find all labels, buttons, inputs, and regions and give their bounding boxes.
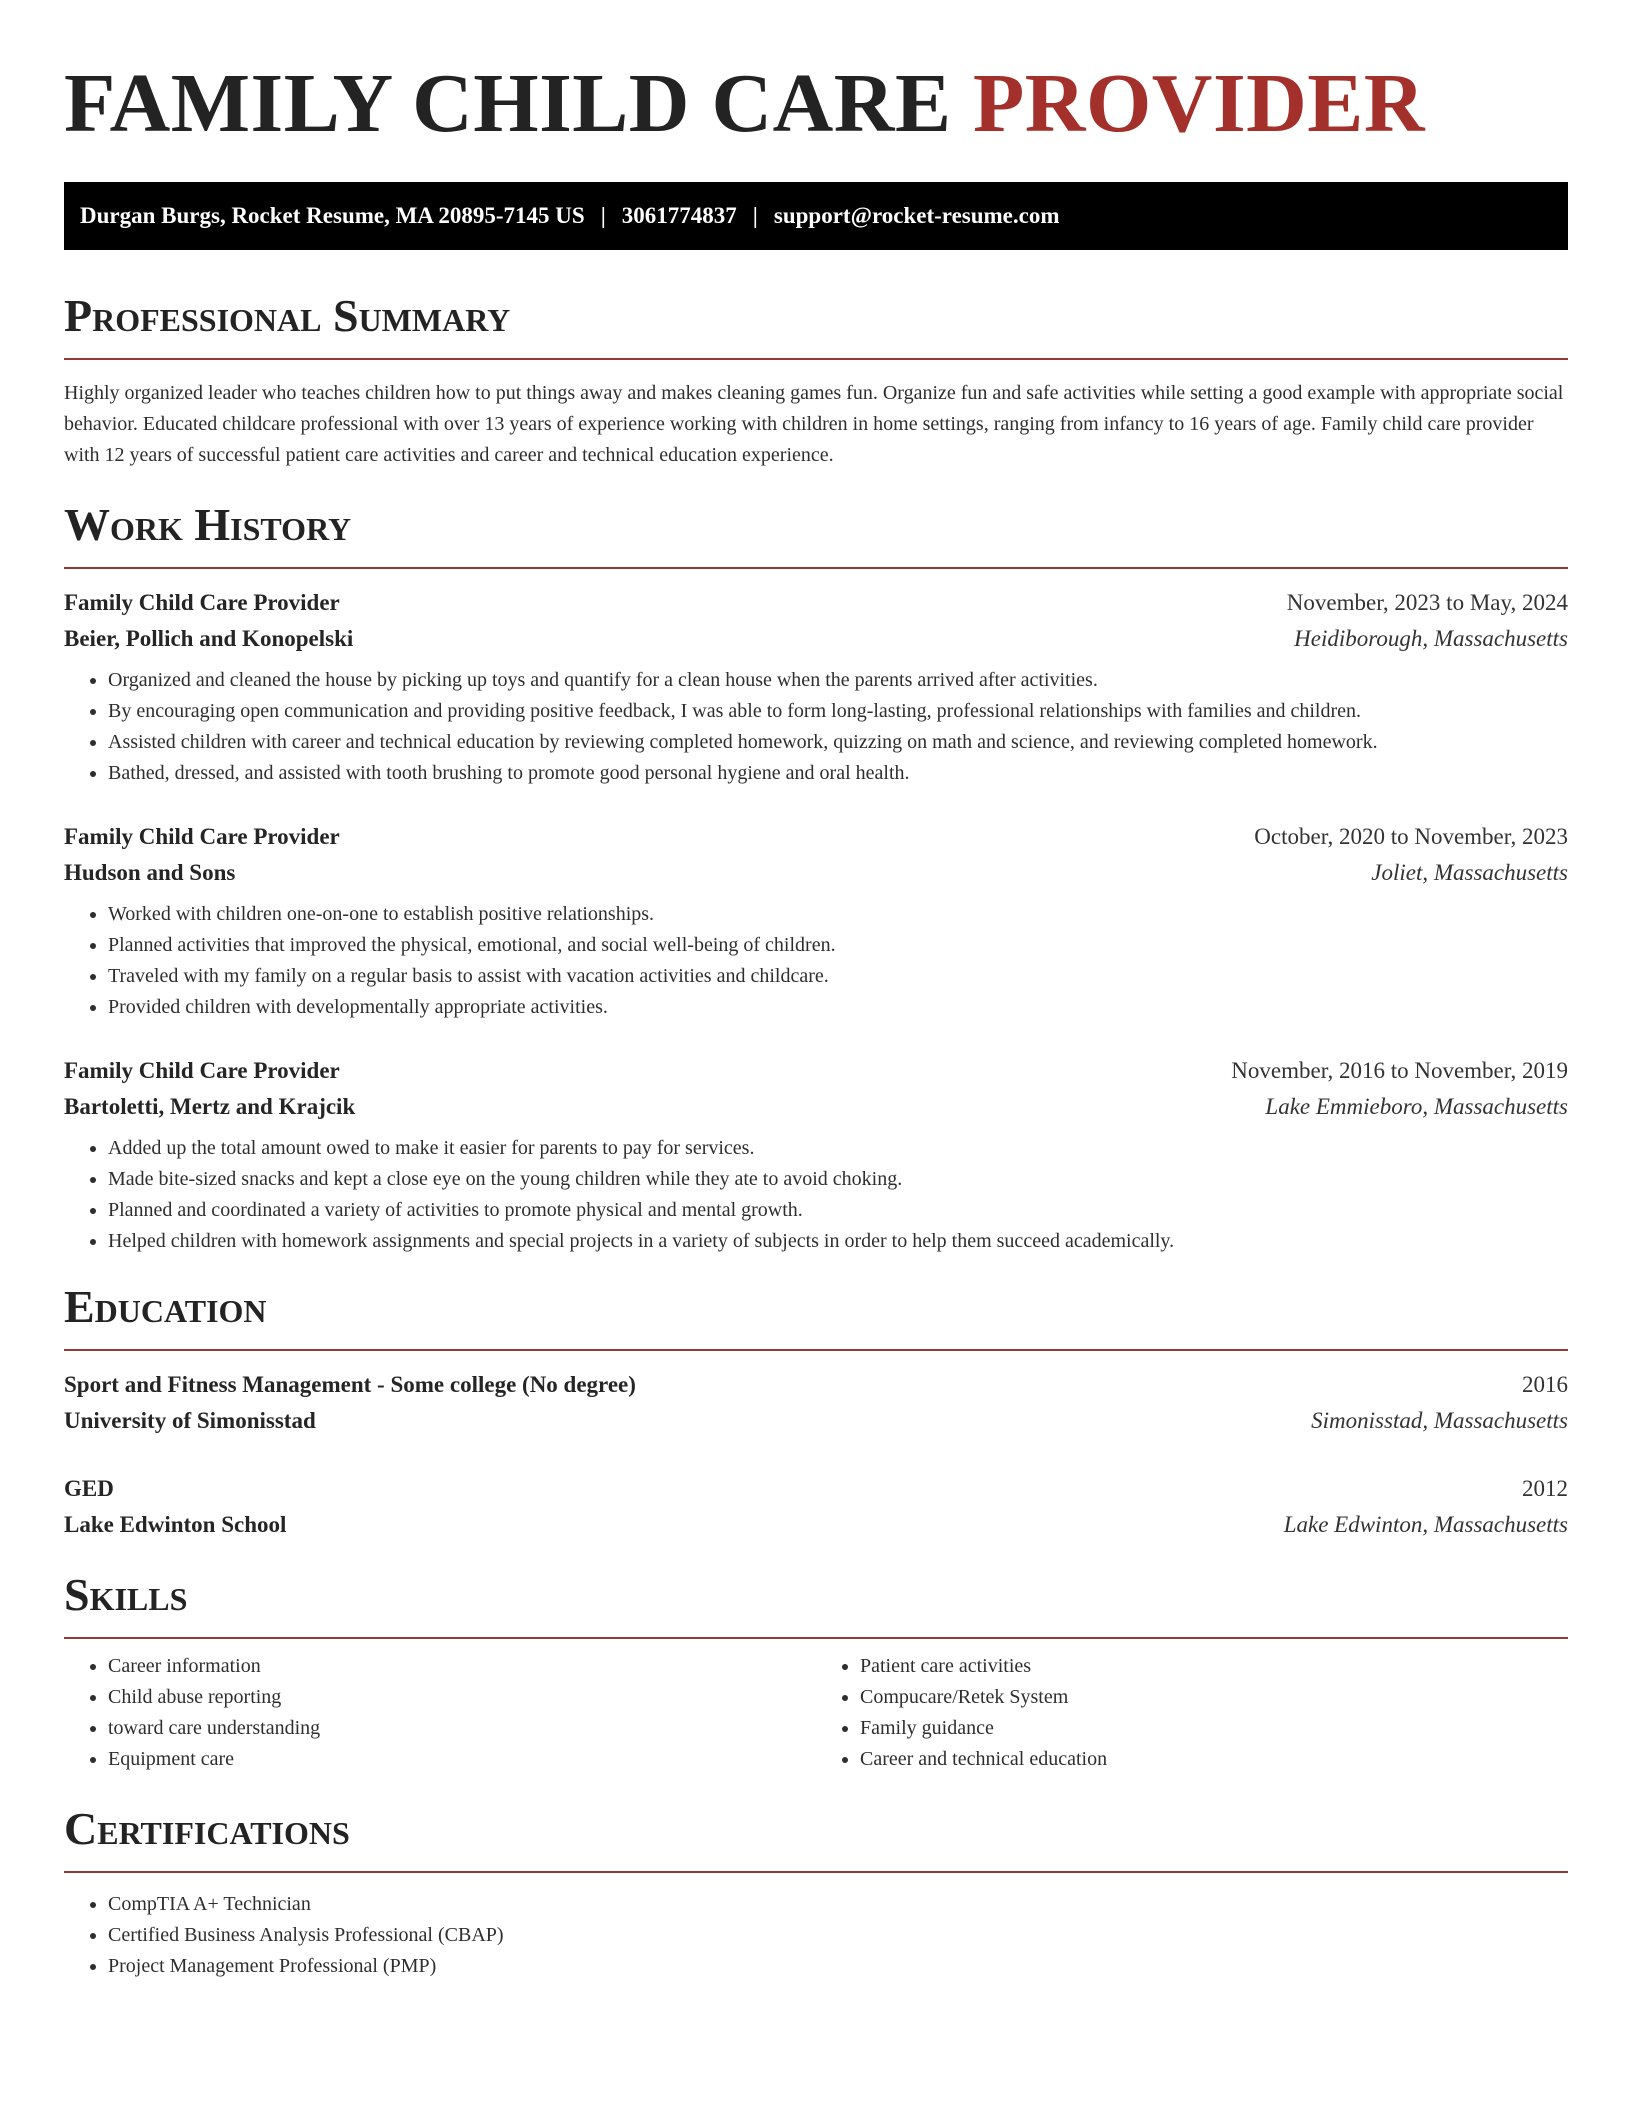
skill-item: • Patient care activities	[860, 1651, 1568, 1682]
job-dates: November, 2023 to May, 2024	[1286, 590, 1568, 615]
job-location: Joliet, Massachusetts	[1371, 860, 1568, 885]
skills-section	[64, 1569, 1568, 1775]
education-school: University of Simonisstad	[64, 1408, 316, 1433]
contact-separator: |	[752, 203, 758, 228]
section-title-education: Education	[64, 1281, 267, 1332]
education-year: 2012	[1522, 1476, 1568, 1501]
education-entry	[64, 1471, 1568, 1543]
job-bullet: • Provided children with developmentally appropriate activities.	[108, 992, 1568, 1023]
education-location: Lake Edwinton, Massachusetts	[1283, 1512, 1568, 1537]
education-school-row	[64, 1403, 1568, 1439]
job-bullet: • Planned and coordinated a variety of activities to promote physical and mental growth.	[108, 1195, 1568, 1226]
skill-item: • toward care understanding	[108, 1713, 816, 1744]
job-company: Bartoletti, Mertz and Krajcik	[64, 1094, 356, 1119]
job-bullet: • Worked with children one-on-one to establish positive relationships.	[108, 899, 1568, 930]
job-title: Family Child Care Provider	[64, 824, 340, 849]
education-header-row	[64, 1471, 1568, 1507]
contact-email: support@rocket-resume.com	[773, 203, 1060, 228]
section-divider	[64, 358, 1568, 360]
job-bullet: • Traveled with my family on a regular basis to assist with vacation activities and childcare.	[108, 961, 1568, 992]
job-header-row	[64, 819, 1568, 855]
job-entry	[64, 1053, 1568, 1257]
job-bullet: • By encouraging open communication and providing positive feedback, I was able to form long-lasting, professional relationships with families and children.	[108, 696, 1568, 727]
contact-bar	[64, 182, 1568, 250]
section-divider	[64, 567, 1568, 569]
skill-item: • Equipment care	[108, 1744, 816, 1775]
job-company: Hudson and Sons	[64, 860, 236, 885]
summary-text: Highly organized leader who teaches children how to put things away and makes cleaning games fun. Organize fun and safe activities while setting a good example with appropriate social behavior. Educated childcare professional with over 13 years of experience working with children in home settings, ranging from infancy to 16 years of age. Family child care provider with 12 years of successful patient care activities and career and technical education experience.	[64, 382, 1564, 466]
section-divider	[64, 1637, 1568, 1639]
job-entry	[64, 819, 1568, 1023]
skill-item: • Compucare/Retek System	[860, 1682, 1568, 1713]
job-location: Heidiborough, Massachusetts	[1294, 626, 1568, 651]
skill-item: • Career and technical education	[860, 1744, 1568, 1775]
job-company: Beier, Pollich and Konopelski	[64, 626, 354, 651]
education-school: Lake Edwinton School	[64, 1512, 287, 1537]
job-bullets	[64, 1133, 1568, 1257]
education-entry	[64, 1367, 1568, 1439]
job-bullet: • Added up the total amount owed to make it easier for parents to pay for services.	[108, 1133, 1568, 1164]
education-header-row	[64, 1367, 1568, 1403]
resume-title	[64, 52, 1568, 156]
job-dates: November, 2016 to November, 2019	[1231, 1058, 1568, 1083]
job-title: Family Child Care Provider	[64, 590, 340, 615]
job-location: Lake Emmieboro, Massachusetts	[1265, 1094, 1568, 1119]
job-bullet: • Planned activities that improved the physical, emotional, and social well-being of children.	[108, 930, 1568, 961]
education-section	[64, 1281, 1568, 1543]
contact-phone: 3061774837	[621, 203, 737, 228]
job-company-row	[64, 621, 1568, 657]
section-divider	[64, 1871, 1568, 1873]
contact-address: Durgan Burgs, Rocket Resume, MA 20895-7145 US	[80, 203, 585, 228]
job-company-row	[64, 1089, 1568, 1125]
summary-section	[64, 290, 1568, 471]
job-bullet: • Bathed, dressed, and assisted with tooth brushing to promote good personal hygiene and oral health.	[108, 758, 1568, 789]
job-bullets	[64, 665, 1568, 789]
job-bullet: • Organized and cleaned the house by picking up toys and quantify for a clean house when the parents arrived after activities.	[108, 665, 1568, 696]
certification-item: • Project Management Professional (PMP)	[108, 1951, 1568, 1982]
job-dates: October, 2020 to November, 2023	[1254, 824, 1568, 849]
section-title-skills: Skills	[64, 1569, 188, 1620]
education-degree: GED	[64, 1476, 114, 1501]
skill-item: • Family guidance	[860, 1713, 1568, 1744]
skills-column-right	[816, 1651, 1568, 1775]
skills-grid	[64, 1651, 1568, 1775]
job-title: Family Child Care Provider	[64, 1058, 340, 1083]
job-bullet: • Helped children with homework assignments and special projects in a variety of subjects in order to help them succeed academically.	[108, 1226, 1568, 1257]
job-bullet: • Made bite-sized snacks and kept a close eye on the young children while they ate to avoid choking.	[108, 1164, 1568, 1195]
job-bullet: • Assisted children with career and technical education by reviewing completed homework, quizzing on math and science, and reviewing completed homework.	[108, 727, 1568, 758]
education-school-row	[64, 1507, 1568, 1543]
section-title-work-history: Work History	[64, 499, 352, 550]
certifications-section	[64, 1803, 1568, 1982]
education-location: Simonisstad, Massachusetts	[1311, 1408, 1568, 1433]
work-history-section	[64, 499, 1568, 1257]
title-accent: PROVIDER	[972, 57, 1425, 150]
section-title-summary: Professional Summary	[64, 290, 511, 341]
job-entry	[64, 585, 1568, 789]
certifications-list	[64, 1889, 1568, 1982]
education-year: 2016	[1522, 1372, 1568, 1397]
section-title-certifications: Certifications	[64, 1803, 350, 1854]
skill-item: • Career information	[108, 1651, 816, 1682]
certification-item: • CompTIA A+ Technician	[108, 1889, 1568, 1920]
education-degree: Sport and Fitness Management - Some college (No degree)	[64, 1372, 636, 1397]
section-divider	[64, 1349, 1568, 1351]
skill-item: • Child abuse reporting	[108, 1682, 816, 1713]
job-header-row	[64, 1053, 1568, 1089]
title-main: FAMILY CHILD CARE	[64, 57, 952, 150]
job-header-row	[64, 585, 1568, 621]
contact-separator: |	[600, 203, 606, 228]
job-company-row	[64, 855, 1568, 891]
job-bullets	[64, 899, 1568, 1023]
certification-item: • Certified Business Analysis Professional (CBAP)	[108, 1920, 1568, 1951]
skills-column-left	[64, 1651, 816, 1775]
